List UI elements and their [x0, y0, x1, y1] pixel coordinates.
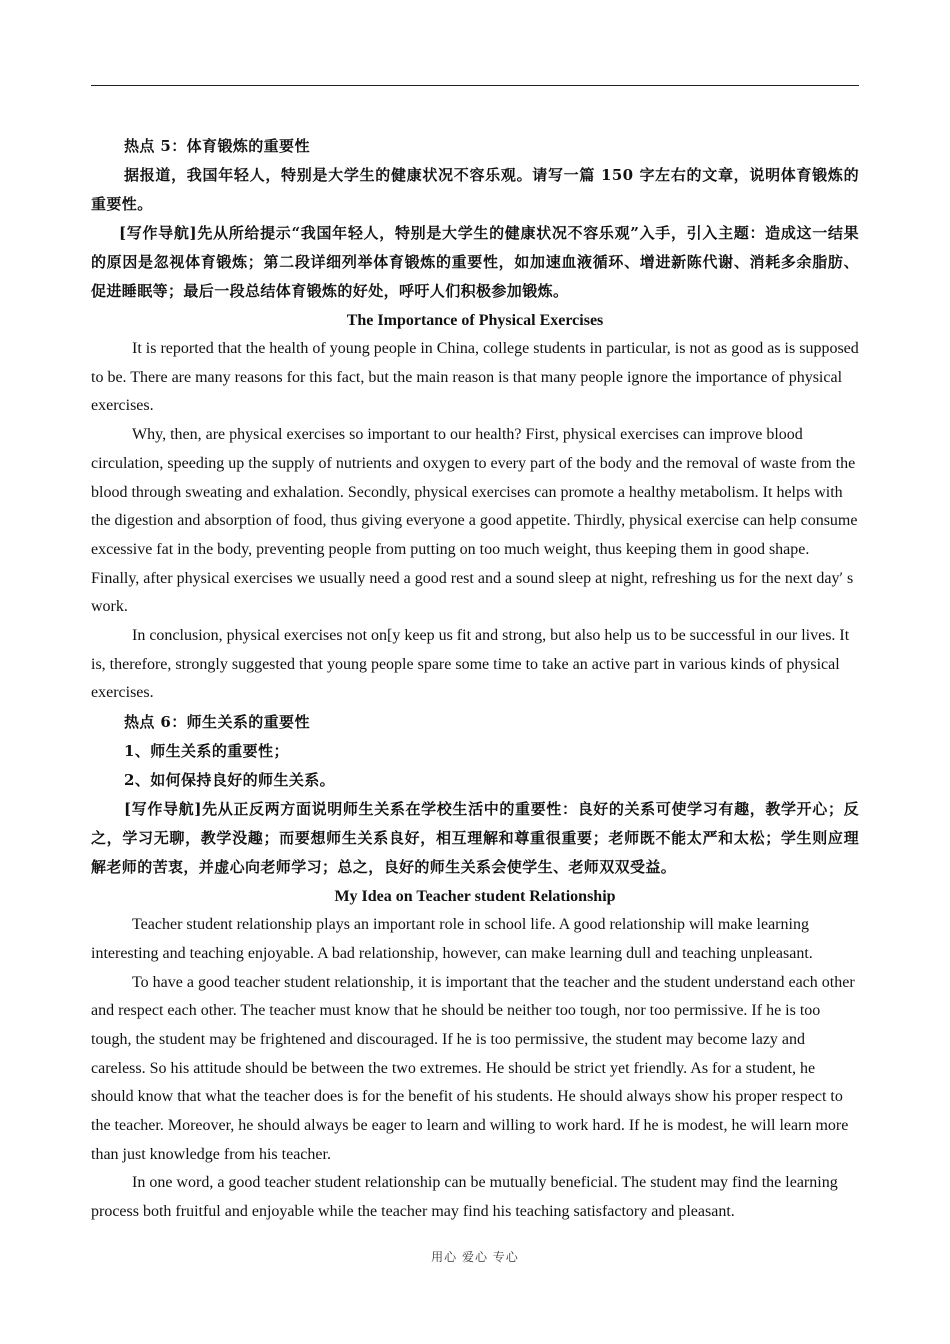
essay2-paragraph: In one word, a good teacher student relationship can be mutually beneficial. The student may find the learning process both fruitful and enjoyable while the teacher may find his teaching satisfactory and pleasant.	[91, 1174, 838, 1221]
essay1-title: The Importance of Physical Exercises	[346, 312, 604, 329]
essay2-title: My Idea on Teacher student Relationship	[334, 888, 616, 906]
essay1-paragraph: In conclusion, physical exercises not on[y keep us fit and strong, but also help us to be successful in our lives. It is, therefore, strongly suggested that young people spare some time to take an active part in various kinds of physical exercises.	[91, 627, 850, 702]
hotspot5-writing-guide: [写作导航]先从所给提示“我国年轻人，特别是大学生的健康状况不容乐观”入手，引入主题：造成这一结果的原因是忽视体育锻炼；第二段详细列举体育锻炼的重要性，如加速血液循环、增进新陈代谢、消耗多余脂肪、促进睡眠等；最后一段总结体育锻炼的好处，呼吁人们积极参加锻炼。	[91, 224, 859, 300]
essay2-paragraph: Teacher student relationship plays an important role in school life. A good relationship will make learning interesting and teaching enjoyable. A bad relationship, however, can make learning dull and teaching unpleasant.	[91, 916, 813, 962]
essay2-paragraph: To have a good teacher student relationship, it is important that the teacher and the student understand each other and respect each other. The teacher must know that he should be neither too tough, nor too permissive. If he is too tough, the student may be frightened and discouraged. If he is too permissive, the student may become lazy and careless. So his attitude should be between the two extremes. He should be strict yet friendly. As for a student, he should know that what the teacher does is for the benefit of his students. He should always show his proper respect to the teacher. Moreover, he should always be eager to learn and willing to work hard. If he is modest, he will learn more than just knowledge from his teacher.	[91, 973, 855, 1163]
essay1-paragraph: It is reported that the health of young people in China, college students in particular, is not as good as is supposed to be. There are many reasons for this fact, but the main reason is that many people ignore the importance of physical exercises.	[91, 340, 859, 415]
hotspot5-prompt: 据报道，我国年轻人，特别是大学生的健康状况不容乐观。请写一篇 150 字左右的文章，说明体育锻炼的重要性。	[91, 166, 859, 213]
document-body	[91, 132, 859, 1227]
hotspot6-writing-guide: [写作导航]先从正反两方面说明师生关系在学校生活中的重要性：良好的关系可使学习有趣，教学开心；反之，学习无聊，教学没趣；而要想师生关系良好，相互理解和尊重很重要；老师既不能太严和太松；学生则应理解老师的苦衷，并虚心向老师学习；总之，良好的师生关系会使学生、老师双双受益。	[91, 800, 859, 877]
page-footer: 用心 爱心 专心	[431, 1250, 519, 1264]
hotspot6-point-2: 2、如何保持良好的师生关系。	[124, 771, 336, 790]
hotspot5-heading: 热点 5：体育锻炼的重要性	[124, 137, 310, 155]
hotspot6-heading: 热点 6：师生关系的重要性	[124, 713, 310, 732]
hotspot6-point-1: 1、师生关系的重要性；	[124, 742, 289, 761]
essay1-paragraph: Why, then, are physical exercises so important to our health? First, physical exercises can improve blood circulation, speeding up the supply of nutrients and oxygen to every part of the body and the removal of waste from the blood through sweating and exhalation. Secondly, physical exercises can promote a healthy metabolism. It helps with the digestion and absorption of food, thus giving everyone a good appetite. Thirdly, physical exercise can help consume excessive fat in the body, preventing people from putting on too much weight, thus keeping them in good shape. Finally, after physical exercises we usually need a good rest and a sound sleep at night, refreshing us for the next day′ s work.	[91, 426, 858, 616]
header-rule	[91, 85, 859, 86]
